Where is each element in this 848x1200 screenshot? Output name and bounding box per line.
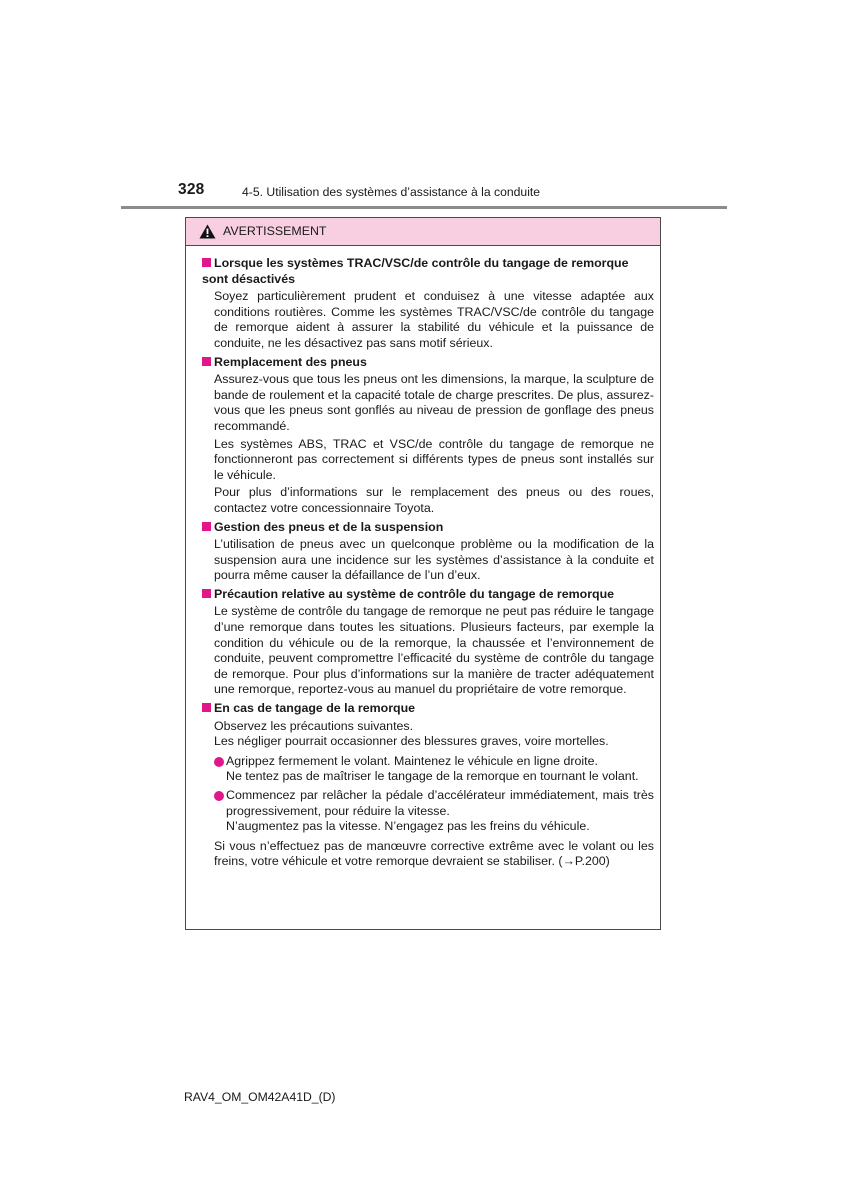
section-heading-text: Remplacement des pneus (214, 354, 367, 369)
section-heading (202, 256, 654, 287)
square-bullet-icon (202, 522, 211, 531)
section-heading (202, 355, 654, 371)
warning-box (185, 217, 661, 930)
section-paragraph: Le système de contrôle du tangage de remorque ne peut pas réduire le tangage d’une remorque dans toutes les situations. Plusieurs facteurs, par exemple la condition du véhicule ou de la remorque, la chaussée et l’environnement de conduite, peuvent compromettre l’efficacité du système de contrôle du tangage de remorque. Pour plus d’informations sur la manière de tracter adéquatement une remorque, reportez-vous au manuel du propriétaire de votre remorque. (214, 604, 654, 697)
page-number: 328 (178, 181, 205, 198)
list-item (214, 788, 654, 835)
list-item-text: Commencez par relâcher la pédale d’accélérateur immédiatement, mais très progressivement, pour réduire la vitesse. (226, 788, 654, 818)
section-heading (202, 701, 654, 717)
section-paragraph: Pour plus d’informations sur le remplacement des pneus ou des roues, contactez votre concessionnaire Toyota. (214, 485, 654, 515)
section-heading-text: En cas de tangage de la remorque (214, 701, 416, 716)
warning-section (202, 520, 654, 584)
section-paragraph: Les systèmes ABS, TRAC et VSC/de contrôle du tangage de remorque ne fonctionneront pas correctement si différents types de pneus sont installés sur le véhicule. (214, 436, 654, 482)
section-heading (202, 587, 654, 603)
warning-title: AVERTISSEMENT (223, 224, 327, 238)
section-heading-text: Précaution relative au système de contrôle du tangage de remorque (214, 586, 615, 601)
warning-section (202, 256, 654, 352)
section-paragraph: L’utilisation de pneus avec un quelconque problème ou la modification de la suspension aura une incidence sur les systèmes d’assistance à la conduite et pourra même causer la défaillance de l’un d’eux. (214, 537, 654, 583)
section-paragraph: Assurez-vous que tous les pneus ont les dimensions, la marque, la sculpture de bande de roulement et la capacité totale de charge prescrites. De plus, assurez-vous que les pneus sont gonflés au niveau de pression de gonflage des pneus recommandé. (214, 372, 654, 433)
warning-section (202, 701, 654, 870)
warning-section (202, 355, 654, 517)
section-heading-text: Gestion des pneus et de la suspension (214, 519, 444, 534)
section-paragraph: Soyez particulièrement prudent et conduisez à une vitesse adaptée aux conditions routières. Comme les systèmes TRAC/VSC/de contrôle du tangage de remorque aident à assurer la stabilité du véhicule et la puissance de conduite, ne les désactivez pas sans motif sérieux. (214, 289, 654, 350)
section-heading (202, 520, 654, 536)
page-header (0, 176, 848, 210)
round-bullet-icon (214, 791, 224, 801)
document-code: RAV4_OM_OM42A41D_(D) (184, 1090, 336, 1104)
round-bullet-icon (214, 757, 224, 767)
square-bullet-icon (202, 357, 211, 366)
list-item (214, 754, 654, 785)
section-paragraph: Les négliger pourrait occasionner des blessures graves, voire mortelles. (214, 734, 609, 749)
square-bullet-icon (202, 258, 211, 267)
section-paragraph: Observez les précautions suivantes. (214, 718, 414, 733)
warning-header (186, 218, 660, 246)
square-bullet-icon (202, 589, 211, 598)
square-bullet-icon (202, 703, 211, 712)
warning-section (202, 587, 654, 698)
closing-paragraph: Si vous n’effectuez pas de manœuvre corrective extrême avec le volant ou les freins, votre véhicule et votre remorque devraient se stabiliser. (→P.200) (214, 838, 654, 869)
warning-triangle-icon (199, 224, 216, 239)
list-item-text: Agrippez fermement le volant. Maintenez le véhicule en ligne droite. (226, 753, 598, 768)
warning-body (186, 246, 660, 870)
list-item-text: N’augmentez pas la vitesse. N’engagez pas les freins du véhicule. (226, 819, 590, 834)
chapter-title: 4-5. Utilisation des systèmes d’assistance à la conduite (242, 185, 541, 199)
section-heading-text: Lorsque les systèmes TRAC/VSC/de contrôle du tangage de remorque sont désactivés (202, 256, 629, 286)
list-item-text: Ne tentez pas de maîtriser le tangage de la remorque en tournant le volant. (226, 769, 639, 784)
header-rule (121, 206, 727, 209)
bullet-list (202, 754, 654, 835)
